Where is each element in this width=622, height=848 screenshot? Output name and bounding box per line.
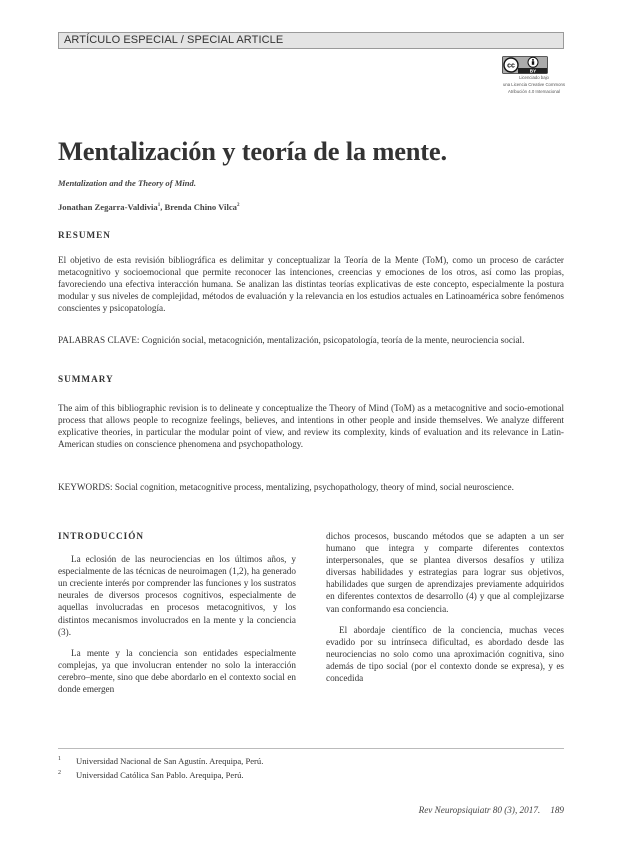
section-label: ARTÍCULO ESPECIAL / SPECIAL ARTICLE (58, 32, 564, 49)
author-1: Jonathan Zegarra-Valdivia (58, 202, 158, 212)
cc-icon-text: cc (507, 62, 515, 70)
resumen-heading: RESUMEN (58, 230, 111, 240)
palabras-clave (58, 334, 564, 346)
summary-text: The aim of this bibliographic revision is to delineate y conceptualize the Theory of Mind (ToM) as a metacognitive and socio-emotional process that allows people to recognize feelings, believes, and intentions in other people and inside themselves. We analyze different explicative theories, in particular the modular point of view, and review its complexity, kinds of evaluation and its relevance in Latin-American studies on conscience phenomena and psychopathology. (58, 403, 564, 449)
author-1-affiliation: 1 (157, 203, 161, 209)
intro-paragraph-1: La eclosión de las neurociencias en los últimos años, y especialmente de las técnicas de neuroimagen (1,2), ha generado un creciente interés por comprender las funciones y los sustratos neurales de diversos procesos cognitivos, especialmente de aquellas involucradas en procesos metacognitivos, y los distintos mecanismos involucrados en la mente y la conciencia (3). (58, 554, 296, 637)
authors-line (58, 202, 239, 212)
author-2-affiliation: 2 (236, 203, 240, 209)
footnote-1 (58, 756, 263, 766)
cc-by-badge[interactable] (502, 56, 548, 74)
license-line-1: Licenciado bajo (519, 75, 549, 80)
resumen-text: El objetivo de esta revisión bibliográfica es delimitar y conceptualizar la Teoría de la Mente (ToM), como un proceso de carácter metacognitivo y socioemocional que permite reconocer las intenciones, creencias y emociones de los otros, así como las propias, favoreciendo una efectiva interacción humana. Se analizan las distintas teorías explicativas de este concepto, especialmente la postura modular y sus niveles de complejidad, métodos de evaluación y la relevancia en los estudios actuales en Latinoamérica sobre fenómenos conscientes y psicopatología. (58, 255, 564, 313)
journal-citation: Rev Neuropsiquiatr 80 (3), 2017. (418, 805, 541, 815)
keywords (58, 481, 564, 493)
license-line-2[interactable]: una Licencia Creative Commons (502, 82, 566, 87)
article-subtitle: Mentalization and the Theory of Mind. (58, 178, 196, 188)
article-title: Mentalización y teoría de la mente. (58, 136, 447, 166)
introduccion-heading: INTRODUCCIÓN (58, 531, 145, 541)
keywords-label: KEYWORDS: (58, 482, 113, 492)
footnote-1-number: 1 (58, 756, 61, 762)
license-block (500, 56, 568, 95)
footnote-1-text: Universidad Nacional de San Agustín. Arequipa, Perú. (76, 756, 264, 766)
keywords-values: Social cognition, metacognitive process, mentalizing, psychopathology, theory of mind, social neuroscience. (114, 482, 514, 492)
summary-heading: SUMMARY (58, 374, 114, 384)
footnote-2 (58, 770, 244, 780)
intro-paragraph-3: dichos procesos, buscando métodos que se adapten a un ser humano que integra y comparte diferentes contextos interpersonales, que se plantea diversos desafíos y utiliza diversas habilidades y estrategias para lograr sus objetivos, habilidades que surgen de aprendizajes previamente adquiridos en diferentes contextos de desarrollo (4) y que al complejizarse van conformando esa conciencia. (326, 531, 564, 614)
license-line-3: Atribución 4.0 Internacional (507, 89, 561, 94)
author-separator: , (160, 202, 165, 212)
footnote-divider (58, 748, 564, 749)
by-label: BY (529, 68, 537, 74)
palabras-clave-label: PALABRAS CLAVE: (58, 335, 140, 345)
footnote-2-number: 2 (58, 770, 61, 776)
page-number: 189 (550, 805, 564, 815)
left-column (58, 530, 296, 704)
footnote-2-text: Universidad Católica San Pablo. Arequipa, Perú. (76, 770, 244, 780)
author-2: Brenda Chino Vilca (164, 202, 237, 212)
intro-paragraph-2: La mente y la conciencia son entidades especialmente complejas, ya que involucran entender no solo la interacción cerebro–mente, sino que debe abordarlo en el contexto social en donde emergen (58, 647, 296, 695)
page-footer (419, 805, 564, 815)
right-column (326, 530, 564, 693)
palabras-clave-values: Cognición social, metacognición, mentalización, psicopatología, teoría de la mente, neurociencia social. (141, 335, 525, 345)
intro-paragraph-4: El abordaje científico de la conciencia, muchas veces evadido por su intrínseca dificultad, es abordado desde las neurociencias no solo como una aproximación cognitiva, sino además de tipo social (por el contexto donde se expresa), y es concedida (326, 624, 564, 684)
